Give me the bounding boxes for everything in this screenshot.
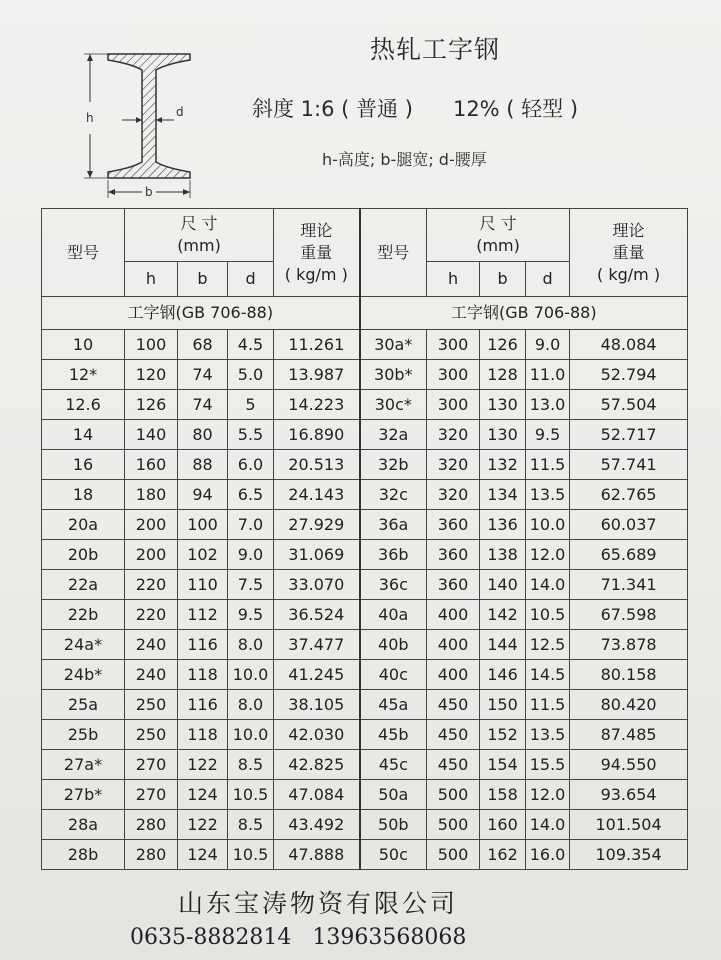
cell-right-weight: 60.037 (570, 510, 688, 540)
cell-right-b: 146 (480, 660, 526, 690)
cell-left-weight: 33.070 (274, 570, 360, 600)
cell-left-weight: 37.477 (274, 630, 360, 660)
cell-right-weight: 62.765 (570, 480, 688, 510)
cell-left-b: 118 (178, 660, 228, 690)
header-row-1 (42, 209, 688, 262)
cell-left-model: 25a (42, 690, 125, 720)
header-weight-line2-left: 重量 (300, 242, 333, 262)
cell-right-weight: 73.878 (570, 630, 688, 660)
page-title: 热轧工字钢 (370, 35, 501, 64)
d-arrow-right (156, 117, 162, 123)
cell-right-b: 126 (480, 330, 526, 360)
header-size-left (125, 209, 274, 262)
cell-left-b: 74 (178, 360, 228, 390)
table-row (42, 330, 688, 360)
cell-left-model: 20a (42, 510, 125, 540)
cell-left-d: 9.5 (228, 600, 274, 630)
table-row (42, 780, 688, 810)
i-beam-spec-table (41, 208, 688, 870)
cell-left-b: 118 (178, 720, 228, 750)
standard-label-right: 工字钢(GB 706-88) (360, 297, 688, 330)
cell-left-h: 280 (125, 810, 178, 840)
cell-left-b: 68 (178, 330, 228, 360)
header-weight-line2-right: 重量 (612, 242, 645, 262)
cell-right-d: 11.0 (526, 360, 570, 390)
cell-left-h: 270 (125, 750, 178, 780)
cell-left-b: 88 (178, 450, 228, 480)
standard-row (42, 297, 688, 330)
header-size-unit-left: (mm) (177, 236, 221, 255)
cell-left-model: 28b (42, 840, 125, 870)
cell-right-model: 30c* (360, 390, 427, 420)
table-row (42, 750, 688, 780)
cell-right-h: 300 (427, 390, 480, 420)
cell-left-h: 200 (125, 540, 178, 570)
cell-right-model: 32a (360, 420, 427, 450)
cell-left-model: 25b (42, 720, 125, 750)
cell-right-model: 45c (360, 750, 427, 780)
cell-left-b: 116 (178, 690, 228, 720)
cell-right-h: 320 (427, 480, 480, 510)
cell-right-d: 12.0 (526, 540, 570, 570)
cell-left-b: 116 (178, 630, 228, 660)
cell-right-h: 500 (427, 810, 480, 840)
cell-left-d: 8.5 (228, 810, 274, 840)
cell-left-d: 8.5 (228, 750, 274, 780)
table-row (42, 810, 688, 840)
cell-right-b: 130 (480, 390, 526, 420)
cell-right-model: 40c (360, 660, 427, 690)
cell-right-h: 360 (427, 510, 480, 540)
cell-right-model: 50c (360, 840, 427, 870)
company-name: 山东宝涛物资有限公司 (178, 889, 459, 918)
cell-right-h: 360 (427, 540, 480, 570)
cell-left-h: 220 (125, 570, 178, 600)
table-row (42, 630, 688, 660)
cell-right-weight: 71.341 (570, 570, 688, 600)
table-row (42, 540, 688, 570)
cell-right-d: 9.5 (526, 420, 570, 450)
cell-left-d: 10.5 (228, 780, 274, 810)
h-arrow-bottom (87, 171, 93, 178)
cell-left-weight: 43.492 (274, 810, 360, 840)
cell-right-model: 40b (360, 630, 427, 660)
table-row (42, 510, 688, 540)
cell-right-h: 360 (427, 570, 480, 600)
cell-right-weight: 87.485 (570, 720, 688, 750)
cell-right-b: 162 (480, 840, 526, 870)
cell-left-h: 280 (125, 840, 178, 870)
cell-right-h: 500 (427, 780, 480, 810)
cell-left-model: 24b* (42, 660, 125, 690)
cell-right-b: 138 (480, 540, 526, 570)
cell-left-weight: 42.030 (274, 720, 360, 750)
cell-right-h: 450 (427, 750, 480, 780)
cell-right-b: 132 (480, 450, 526, 480)
cell-right-b: 140 (480, 570, 526, 600)
cell-right-d: 12.0 (526, 780, 570, 810)
cell-right-b: 150 (480, 690, 526, 720)
cell-right-d: 13.5 (526, 720, 570, 750)
table-row (42, 480, 688, 510)
header-weight-line1-left: 理论 (300, 220, 333, 240)
cell-right-h: 320 (427, 450, 480, 480)
company-phone: 0635-8882814 13963568068 (130, 925, 467, 950)
cell-left-d: 5.5 (228, 420, 274, 450)
cell-right-model: 50b (360, 810, 427, 840)
table-row (42, 690, 688, 720)
cell-left-weight: 20.513 (274, 450, 360, 480)
cell-left-weight: 27.929 (274, 510, 360, 540)
cell-left-h: 270 (125, 780, 178, 810)
cell-left-model: 12* (42, 360, 125, 390)
cell-left-d: 7.0 (228, 510, 274, 540)
cell-left-d: 7.5 (228, 570, 274, 600)
cell-left-weight: 14.223 (274, 390, 360, 420)
cell-left-weight: 42.825 (274, 750, 360, 780)
cell-left-weight: 24.143 (274, 480, 360, 510)
cell-right-b: 158 (480, 780, 526, 810)
cell-left-d: 6.0 (228, 450, 274, 480)
cell-right-b: 144 (480, 630, 526, 660)
header-weight-line1-right: 理论 (612, 220, 645, 240)
cell-right-b: 130 (480, 420, 526, 450)
cell-left-h: 250 (125, 690, 178, 720)
table-row (42, 420, 688, 450)
cell-right-model: 50a (360, 780, 427, 810)
cell-right-weight: 52.794 (570, 360, 688, 390)
cell-right-d: 10.5 (526, 600, 570, 630)
cell-left-d: 5 (228, 390, 274, 420)
cell-right-d: 14.5 (526, 660, 570, 690)
cell-right-b: 142 (480, 600, 526, 630)
cell-left-model: 18 (42, 480, 125, 510)
cell-left-h: 120 (125, 360, 178, 390)
cell-right-model: 45b (360, 720, 427, 750)
cell-left-b: 122 (178, 810, 228, 840)
cell-right-weight: 52.717 (570, 420, 688, 450)
table-row (42, 360, 688, 390)
cell-left-d: 9.0 (228, 540, 274, 570)
table-row (42, 720, 688, 750)
cell-left-model: 14 (42, 420, 125, 450)
cell-right-h: 500 (427, 840, 480, 870)
header-size-label-left: 尺 寸 (180, 214, 218, 233)
cell-right-weight: 93.654 (570, 780, 688, 810)
cell-left-h: 240 (125, 630, 178, 660)
cell-left-weight: 47.084 (274, 780, 360, 810)
cell-left-h: 220 (125, 600, 178, 630)
cell-left-d: 8.0 (228, 690, 274, 720)
cell-right-weight: 80.158 (570, 660, 688, 690)
d-arrow-left (136, 117, 142, 123)
table-row (42, 600, 688, 630)
cell-left-h: 160 (125, 450, 178, 480)
cell-right-weight: 65.689 (570, 540, 688, 570)
cell-left-h: 126 (125, 390, 178, 420)
header-model-right: 型号 (360, 209, 427, 297)
cell-left-d: 8.0 (228, 630, 274, 660)
cell-right-weight: 67.598 (570, 600, 688, 630)
cell-left-h: 240 (125, 660, 178, 690)
cell-right-b: 128 (480, 360, 526, 390)
cell-right-d: 12.5 (526, 630, 570, 660)
cell-left-weight: 16.890 (274, 420, 360, 450)
header-weight-right (570, 209, 688, 297)
cell-right-d: 14.0 (526, 570, 570, 600)
cell-left-h: 180 (125, 480, 178, 510)
header-h-left: h (125, 262, 178, 297)
b-arrow-left (108, 189, 115, 195)
cell-left-h: 250 (125, 720, 178, 750)
header-size-right (427, 209, 570, 262)
cell-right-d: 16.0 (526, 840, 570, 870)
cell-right-d: 13.5 (526, 480, 570, 510)
cell-left-b: 124 (178, 780, 228, 810)
cell-right-model: 32c (360, 480, 427, 510)
cell-left-b: 102 (178, 540, 228, 570)
cell-left-h: 100 (125, 330, 178, 360)
cell-left-model: 16 (42, 450, 125, 480)
cell-right-b: 152 (480, 720, 526, 750)
cell-left-model: 27b* (42, 780, 125, 810)
cell-left-b: 124 (178, 840, 228, 870)
cell-left-b: 74 (178, 390, 228, 420)
cell-left-d: 6.5 (228, 480, 274, 510)
h-label: h (86, 111, 94, 125)
cell-right-b: 160 (480, 810, 526, 840)
cell-right-weight: 80.420 (570, 690, 688, 720)
i-beam-diagram (80, 50, 220, 210)
cell-left-d: 4.5 (228, 330, 274, 360)
cell-right-weight: 57.741 (570, 450, 688, 480)
header-b-left: b (178, 262, 228, 297)
cell-left-b: 112 (178, 600, 228, 630)
slope-normal: 斜度 1:6 ( 普通 ) (252, 97, 413, 121)
table-row (42, 840, 688, 870)
slope-light: 12% ( 轻型 ) (452, 97, 579, 121)
cell-left-b: 122 (178, 750, 228, 780)
cell-right-model: 40a (360, 600, 427, 630)
cell-right-h: 400 (427, 630, 480, 660)
header-b-right: b (480, 262, 526, 297)
cell-right-h: 450 (427, 690, 480, 720)
cell-right-h: 300 (427, 330, 480, 360)
cell-left-b: 100 (178, 510, 228, 540)
cell-left-weight: 47.888 (274, 840, 360, 870)
cell-right-d: 14.0 (526, 810, 570, 840)
header-h-right: h (427, 262, 480, 297)
cell-left-h: 140 (125, 420, 178, 450)
cell-left-model: 10 (42, 330, 125, 360)
cell-right-b: 154 (480, 750, 526, 780)
cell-left-b: 110 (178, 570, 228, 600)
cell-left-weight: 38.105 (274, 690, 360, 720)
cell-right-d: 10.0 (526, 510, 570, 540)
cell-right-b: 136 (480, 510, 526, 540)
cell-right-model: 36a (360, 510, 427, 540)
table-row (42, 660, 688, 690)
cell-right-d: 11.5 (526, 450, 570, 480)
cell-right-h: 400 (427, 600, 480, 630)
header-d-right: d (526, 262, 570, 297)
cell-left-model: 28a (42, 810, 125, 840)
cell-right-d: 9.0 (526, 330, 570, 360)
cell-right-weight: 57.504 (570, 390, 688, 420)
header-model-left: 型号 (42, 209, 125, 297)
cell-left-weight: 31.069 (274, 540, 360, 570)
cell-left-d: 10.0 (228, 660, 274, 690)
header-weight-unit-left: ( kg/m ) (284, 264, 348, 284)
cell-right-model: 36c (360, 570, 427, 600)
cell-left-model: 27a* (42, 750, 125, 780)
cell-right-h: 400 (427, 660, 480, 690)
cell-right-model: 30a* (360, 330, 427, 360)
cell-right-d: 13.0 (526, 390, 570, 420)
cell-left-weight: 11.261 (274, 330, 360, 360)
header-size-label-right: 尺 寸 (479, 214, 517, 233)
cell-left-b: 80 (178, 420, 228, 450)
cell-right-weight: 48.084 (570, 330, 688, 360)
cell-left-model: 22a (42, 570, 125, 600)
cell-right-h: 300 (427, 360, 480, 390)
cell-right-weight: 109.354 (570, 840, 688, 870)
d-label: d (176, 105, 184, 119)
cell-right-model: 30b* (360, 360, 427, 390)
header-weight-unit-right: ( kg/m ) (597, 264, 661, 284)
table-row (42, 390, 688, 420)
header-d-left: d (228, 262, 274, 297)
standard-label-left: 工字钢(GB 706-88) (42, 297, 360, 330)
cell-left-h: 200 (125, 510, 178, 540)
cell-left-weight: 36.524 (274, 600, 360, 630)
h-arrow-top (87, 54, 93, 61)
table-row (42, 570, 688, 600)
cell-left-model: 24a* (42, 630, 125, 660)
cell-left-d: 10.5 (228, 840, 274, 870)
slope-subtitle (252, 93, 578, 123)
header-weight-left (274, 209, 360, 297)
cell-left-d: 10.0 (228, 720, 274, 750)
cell-left-d: 5.0 (228, 360, 274, 390)
cell-right-weight: 101.504 (570, 810, 688, 840)
symbol-legend: h-高度; b-腿宽; d-腰厚 (322, 150, 487, 169)
table-row (42, 450, 688, 480)
cell-right-d: 11.5 (526, 690, 570, 720)
cell-left-weight: 13.987 (274, 360, 360, 390)
cell-right-weight: 94.550 (570, 750, 688, 780)
cell-left-weight: 41.245 (274, 660, 360, 690)
cell-right-model: 45a (360, 690, 427, 720)
cell-right-model: 36b (360, 540, 427, 570)
cell-right-b: 134 (480, 480, 526, 510)
b-label: b (145, 185, 153, 199)
cell-right-d: 15.5 (526, 750, 570, 780)
header-size-unit-right: (mm) (476, 236, 520, 255)
cell-left-b: 94 (178, 480, 228, 510)
cell-left-model: 22b (42, 600, 125, 630)
b-arrow-right (183, 189, 190, 195)
cell-left-model: 12.6 (42, 390, 125, 420)
cell-left-model: 20b (42, 540, 125, 570)
cell-right-h: 320 (427, 420, 480, 450)
cell-right-h: 450 (427, 720, 480, 750)
cell-right-model: 32b (360, 450, 427, 480)
